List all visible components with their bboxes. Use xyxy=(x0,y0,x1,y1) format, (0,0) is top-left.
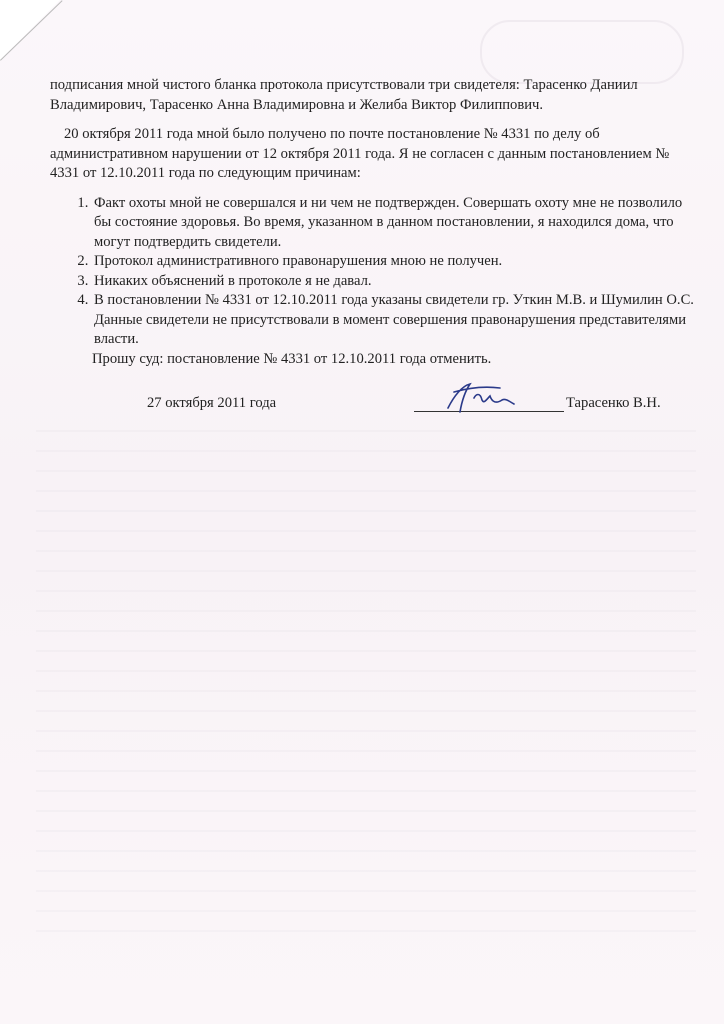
reason-item: 1. Факт охоты мной не совершался и ни чем не подтвержден. Совершать охоту мне не позволило бы состояние здоровья. Во время, указанном в данном постановлении, я находился дома, что могут подтвердить свидетели. xyxy=(92,194,698,253)
paragraph-decree: 20 октября 2011 года мной было получено по почте постановление № 4331 по делу об административном нарушении от 12 октября 2011 года. Я не согласен с данным постановлением № 4331 от 12.10.2011 года по следующим причинам: xyxy=(50,126,670,181)
signature-block xyxy=(0,392,724,432)
reasons-list xyxy=(50,194,698,350)
paragraph-witnesses: подписания мной чистого бланка протокола присутствовали три свидетеля: Тарасенко Даниил Владимирович, Тарасенко Анна Владимировна и Желиба Виктор Филиппович. xyxy=(50,77,638,113)
document-date: 27 октября 2011 года xyxy=(147,395,277,411)
document-body xyxy=(50,76,698,369)
faint-reverse-text xyxy=(36,430,696,950)
reason-item: 2. Протокол административного правонарушения мною не получен. xyxy=(92,252,698,272)
reason-item: 4. В постановлении № 4331 от 12.10.2011 года указаны свидетели гр. Уткин М.В. и Шумилин О.С. Данные свидетели не присутствовали в момент совершения правонарушения представителями власти. xyxy=(92,291,698,350)
faint-show-through xyxy=(480,20,684,84)
signer-name: Тарасенко В.Н. xyxy=(566,395,661,411)
reason-item: 3. Никаких объяснений в протоколе я не давал. xyxy=(92,272,698,292)
handwritten-signature xyxy=(440,378,520,418)
court-request: Прошу суд: постановление № 4331 от 12.10.2011 года отменить. xyxy=(92,350,492,367)
